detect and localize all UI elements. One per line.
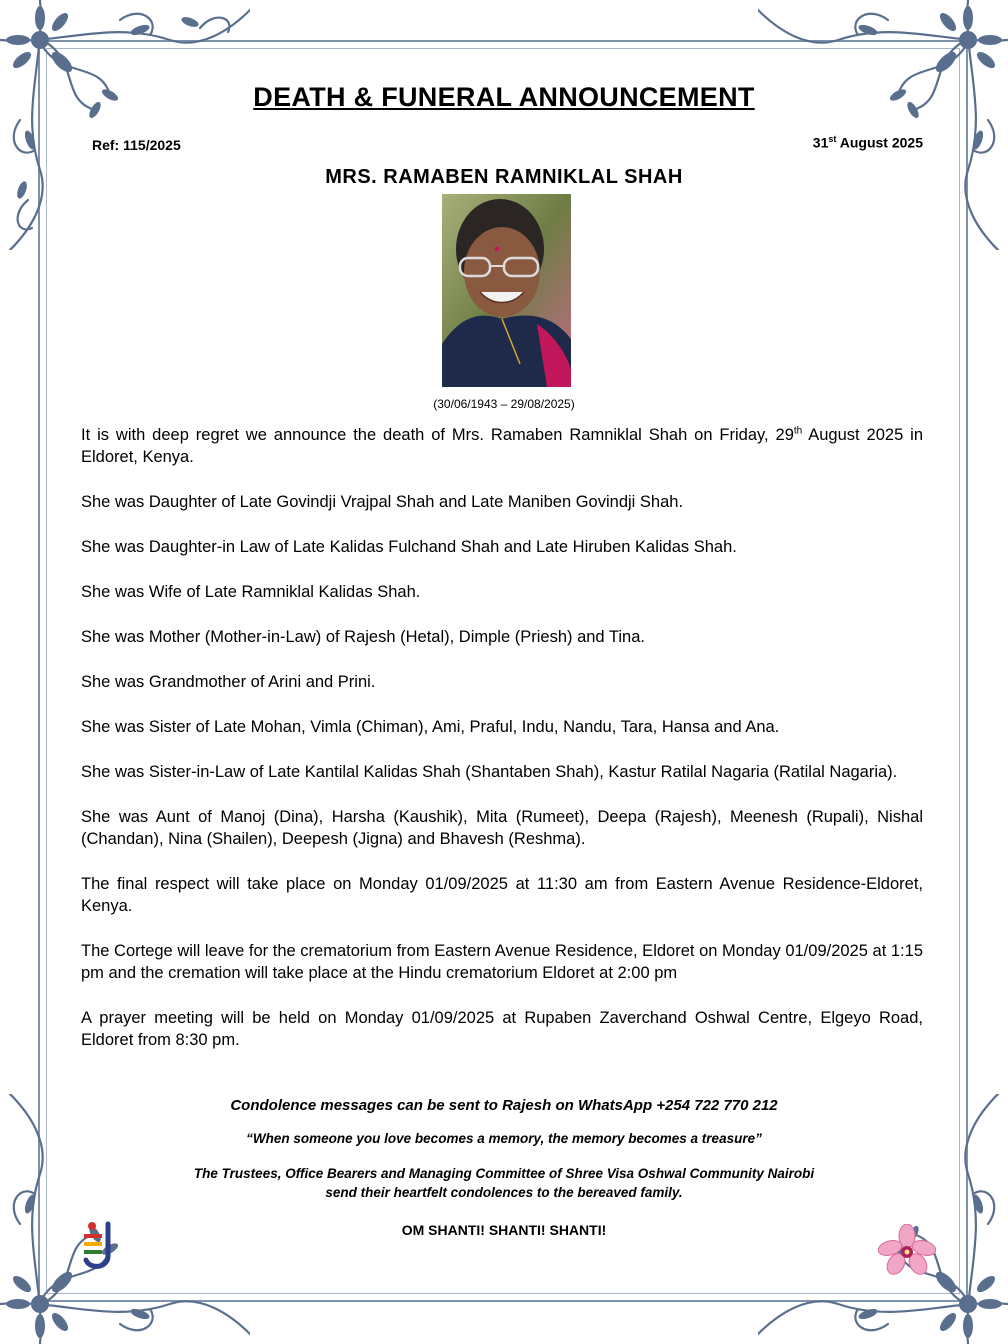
paragraph-text: It is with deep regret we announce the death of Mrs. Ramaben Ramniklal Shah on Friday, 29 bbox=[81, 426, 794, 444]
trustees-message bbox=[0, 1164, 1008, 1202]
memorial-quote: “When someone you love becomes a memory, the memory becomes a treasure” bbox=[246, 1131, 762, 1146]
paragraph-final-respect: The final respect will take place on Monday 01/09/2025 at 11:30 am from Eastern Avenue Residence-Eldoret, Kenya. bbox=[81, 875, 923, 915]
announcement-body bbox=[81, 424, 923, 1074]
deceased-name: MRS. RAMABEN RAMNIKLAL SHAH bbox=[325, 166, 683, 188]
paragraph-mother: She was Mother (Mother-in-Law) of Rajesh (Hetal), Dimple (Priesh) and Tina. bbox=[81, 628, 645, 646]
date-day: 31 bbox=[812, 134, 829, 151]
paragraph-cortege: The Cortege will leave for the crematorium from Eastern Avenue Residence, Eldoret on Monday 01/09/2025 at 1:15 pm and the cremation will take place at the Hindu crematorium Eldoret at 2:00 pm bbox=[81, 942, 923, 982]
reference-number: Ref: 115/2025 bbox=[92, 137, 181, 153]
announcement-date bbox=[813, 134, 923, 151]
floral-ornament-icon bbox=[758, 0, 1008, 250]
orchid-flower-icon bbox=[878, 1224, 936, 1276]
portrait-photo bbox=[442, 194, 571, 387]
date-rest: August 2025 bbox=[836, 134, 923, 151]
date-suffix: st bbox=[828, 134, 837, 144]
paragraph-daughter: She was Daughter of Late Govindji Vrajpal Shah and Late Maniben Govindji Shah. bbox=[81, 493, 684, 511]
trustees-line-2: send their heartfelt condolences to the bereaved family. bbox=[325, 1185, 683, 1200]
paragraph-prayer-meeting: A prayer meeting will be held on Monday 01/09/2025 at Rupaben Zaverchand Oshwal Centre, Elgeyo Road, Eldoret from 8:30 pm. bbox=[81, 1009, 923, 1049]
floral-ornament-icon bbox=[0, 0, 250, 250]
trustees-line-1: The Trustees, Office Bearers and Managing Committee of Shree Visa Oshwal Community Nairobi bbox=[193, 1166, 815, 1181]
paragraph-grandmother: She was Grandmother of Arini and Prini. bbox=[81, 673, 376, 691]
paragraph-superscript: th bbox=[793, 425, 803, 437]
paragraph-sister-in-law: She was Sister-in-Law of Late Kantilal Kalidas Shah (Shantaben Shah), Kastur Ratilal Nagaria (Ratilal Nagaria). bbox=[81, 763, 898, 781]
condolence-contact: Condolence messages can be sent to Rajesh on WhatsApp +254 722 770 212 bbox=[230, 1097, 778, 1114]
paragraph-wife: She was Wife of Late Ramniklal Kalidas Shah. bbox=[81, 583, 421, 601]
paragraph-sister: She was Sister of Late Mohan, Vimla (Chiman), Ami, Praful, Indu, Nandu, Tara, Hansa and Ana. bbox=[81, 718, 780, 736]
community-logo-icon bbox=[80, 1218, 120, 1274]
paragraph-daughter-in-law: She was Daughter-in Law of Late Kalidas Fulchand Shah and Late Hiruben Kalidas Shah. bbox=[81, 538, 737, 556]
closing-prayer: OM SHANTI! SHANTI! SHANTI! bbox=[401, 1222, 607, 1238]
paragraph-text: August 2025 in Eldoret, Kenya. bbox=[81, 426, 923, 466]
page-title: DEATH & FUNERAL ANNOUNCEMENT bbox=[253, 82, 755, 112]
paragraph-death-notice bbox=[81, 424, 923, 468]
paragraph-aunt: She was Aunt of Manoj (Dina), Harsha (Kaushik), Mita (Rumeet), Deepa (Rajesh), Meenesh (Rupali), Nishal (Chandan), Nina (Shailen), Deepesh (Jigna) and Bhavesh (Reshma). bbox=[81, 808, 923, 848]
life-dates: (30/06/1943 – 29/08/2025) bbox=[433, 397, 575, 411]
